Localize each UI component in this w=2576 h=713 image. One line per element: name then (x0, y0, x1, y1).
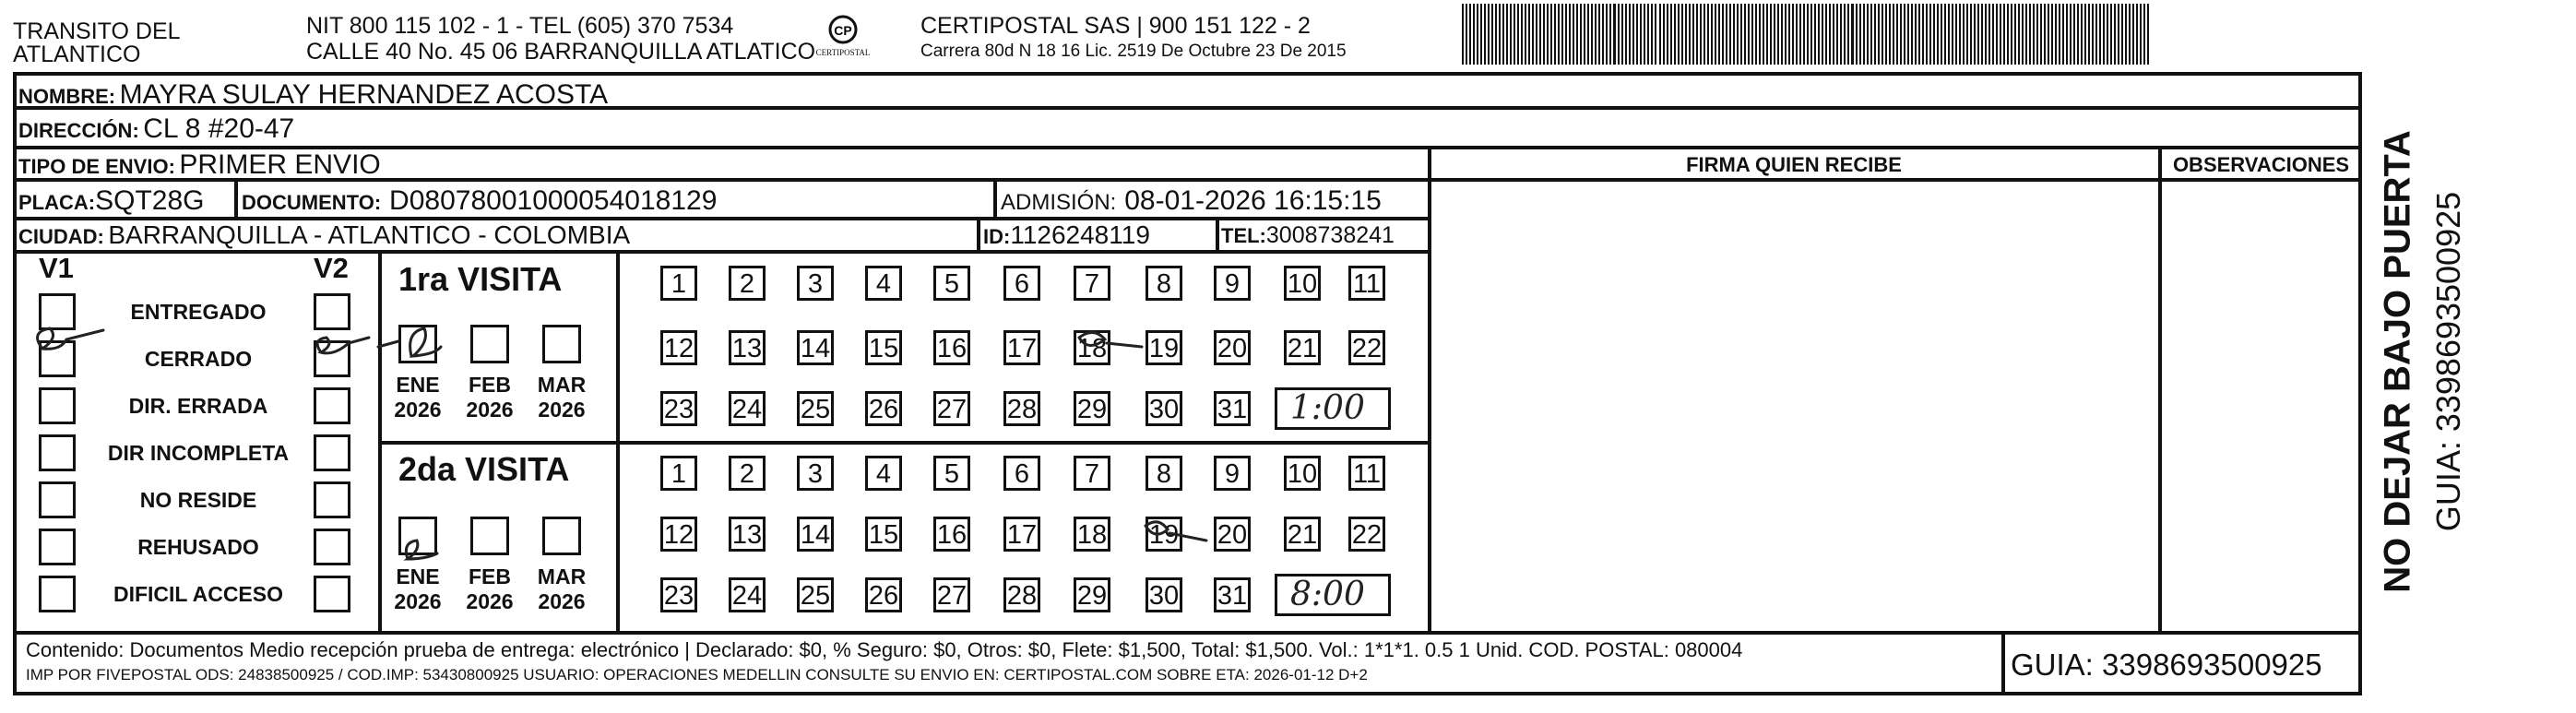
day-checkbox[interactable]: 28 (1003, 577, 1040, 612)
day-checkbox[interactable]: 5 (933, 456, 970, 491)
day-checkbox[interactable]: 7 (1074, 456, 1110, 491)
day-checkbox[interactable]: 17 (1003, 330, 1040, 365)
status-label: DIFICIL ACCESO (113, 582, 283, 606)
admision-label: ADMISIÓN: 08-01-2026 16:15:15 (1001, 185, 1382, 216)
tel-value: 3008738241 (1265, 222, 1395, 248)
day-checkbox[interactable]: 8 (1146, 456, 1182, 491)
status-label: DIR INCOMPLETA (107, 441, 290, 465)
day-checkbox[interactable]: 4 (865, 266, 902, 301)
day-checkbox[interactable]: 15 (865, 330, 902, 365)
direccion-label: DIRECCIÓN: CL 8 #20-47 (18, 113, 295, 144)
status-label: REHUSADO (137, 535, 259, 559)
direccion-value: CL 8 #20-47 (143, 113, 295, 144)
day-checkbox[interactable]: 18 (1074, 330, 1110, 365)
day-checkbox[interactable]: 1 (660, 456, 697, 491)
svg-text:CP: CP (834, 23, 852, 38)
month-label: ENE 2026 (394, 373, 442, 422)
day-checkbox[interactable]: 15 (865, 517, 902, 552)
day-checkbox[interactable]: 24 (729, 391, 766, 426)
nit-line: NIT 800 115 102 - 1 - TEL (605) 370 7534 (306, 13, 734, 39)
month-label: FEB 2026 (466, 564, 514, 613)
tel-label: TEL:3008738241 (1221, 222, 1395, 248)
contenido-line: Contenido: Documentos Medio recepción prueba de entrega: electrónico | Declarado: $0, % Seguro: $0, Otros: $0, Flete: $1,500, Total: $1,500. Vol.: 1*1*1. 0.5 1 Unid. COD. POSTAL: 080004 (26, 638, 1743, 661)
day-checkbox[interactable]: 14 (797, 517, 834, 552)
day-checkbox[interactable]: 9 (1214, 266, 1251, 301)
day-checkbox[interactable]: 20 (1214, 517, 1251, 552)
org-name-line2: ATLANTICO (13, 42, 141, 67)
day-checkbox[interactable]: 30 (1146, 577, 1182, 612)
day-checkbox[interactable]: 23 (660, 577, 697, 612)
day-checkbox[interactable]: 9 (1214, 456, 1251, 491)
nombre-label: NOMBRE: MAYRA SULAY HERNANDEZ ACOSTA (18, 79, 609, 110)
status-label: CERRADO (144, 347, 253, 371)
month-label: MAR 2026 (537, 373, 587, 422)
status-label: ENTREGADO (130, 300, 267, 324)
observaciones-label: OBSERVACIONES (2172, 153, 2350, 176)
day-checkbox[interactable]: 11 (1348, 266, 1385, 301)
day-checkbox[interactable]: 25 (797, 577, 834, 612)
month-label: FEB 2026 (466, 373, 514, 422)
v2-label: V2 (314, 252, 349, 284)
documento-value: D08078001000054018129 (389, 185, 718, 216)
tipo-envio-label: TIPO DE ENVIO: PRIMER ENVIO (18, 149, 381, 180)
day-checkbox[interactable]: 2 (729, 266, 766, 301)
day-checkbox[interactable]: 11 (1348, 456, 1385, 491)
nombre-value: MAYRA SULAY HERNANDEZ ACOSTA (119, 79, 609, 110)
day-checkbox[interactable]: 17 (1003, 517, 1040, 552)
day-checkbox[interactable]: 22 (1348, 517, 1385, 552)
day-checkbox[interactable]: 18 (1074, 517, 1110, 552)
month-label: ENE 2026 (394, 564, 442, 613)
day-checkbox[interactable]: 1 (660, 266, 697, 301)
day-checkbox[interactable]: 28 (1003, 391, 1040, 426)
day-checkbox[interactable]: 16 (933, 330, 970, 365)
day-checkbox[interactable]: 30 (1146, 391, 1182, 426)
month-label: MAR 2026 (537, 564, 587, 613)
day-checkbox[interactable]: 3 (797, 456, 834, 491)
day-checkbox[interactable]: 23 (660, 391, 697, 426)
day-checkbox[interactable]: 21 (1284, 330, 1321, 365)
day-checkbox[interactable]: 29 (1074, 577, 1110, 612)
day-checkbox[interactable]: 13 (729, 330, 766, 365)
day-checkbox[interactable]: 21 (1284, 517, 1321, 552)
day-checkbox[interactable]: 12 (660, 517, 697, 552)
placa-value: SQT28G (95, 185, 205, 216)
day-checkbox[interactable]: 13 (729, 517, 766, 552)
day-checkbox[interactable]: 10 (1284, 266, 1321, 301)
day-checkbox[interactable]: 27 (933, 391, 970, 426)
day-checkbox[interactable]: 22 (1348, 330, 1385, 365)
side-guia: GUIA: 3398693500925 (2429, 191, 2467, 532)
certipostal-logo: CP CERTIPOSTAL (806, 13, 880, 65)
footer-guia: GUIA: 3398693500925 (2011, 648, 2322, 682)
day-checkbox[interactable]: 26 (865, 577, 902, 612)
id-label: ID:1126248119 (983, 220, 1150, 249)
day-checkbox[interactable]: 10 (1284, 456, 1321, 491)
day-checkbox[interactable]: 27 (933, 577, 970, 612)
day-checkbox[interactable]: 6 (1003, 456, 1040, 491)
day-checkbox[interactable]: 2 (729, 456, 766, 491)
day-checkbox[interactable]: 3 (797, 266, 834, 301)
day-checkbox[interactable]: 26 (865, 391, 902, 426)
visit2-title: 2da VISITA (398, 450, 570, 488)
day-checkbox[interactable]: 24 (729, 577, 766, 612)
day-checkbox[interactable]: 31 (1214, 577, 1251, 612)
day-checkbox[interactable]: 31 (1214, 391, 1251, 426)
v1-label: V1 (39, 252, 74, 284)
day-checkbox[interactable]: 19 (1146, 517, 1182, 552)
status-label: NO RESIDE (139, 488, 257, 512)
ciudad-value: BARRANQUILLA - ATLANTICO - COLOMBIA (108, 220, 631, 249)
imp-line: IMP POR FIVEPOSTAL ODS: 24838500925 / COD.IMP: 53430800925 USUARIO: OPERACIONES MEDELLIN CONSULTE SU ENVIO EN: CERTIPOSTAL.COM SOBRE ETA: 2026-01-12 D+2 (26, 666, 1368, 683)
tipo-envio-value: PRIMER ENVIO (179, 149, 381, 180)
day-checkbox[interactable]: 5 (933, 266, 970, 301)
license-line: Carrera 80d N 18 16 Lic. 2519 De Octubre 23 De 2015 (920, 42, 1347, 61)
admision-value: 08-01-2026 16:15:15 (1124, 185, 1382, 216)
handwritten-time: 8:00 (1290, 576, 1365, 613)
day-checkbox[interactable]: 29 (1074, 391, 1110, 426)
address-line: CALLE 40 No. 45 06 BARRANQUILLA ATLATICO (306, 39, 816, 65)
day-checkbox[interactable]: 20 (1214, 330, 1251, 365)
visit1-title: 1ra VISITA (398, 260, 563, 298)
status-label: DIR. ERRADA (128, 394, 268, 418)
no-dejar-warning: NO DEJAR BAJO PUERTA (2377, 130, 2418, 593)
ciudad-label: CIUDAD: BARRANQUILLA - ATLANTICO - COLOMBIA (18, 220, 631, 249)
documento-label: DOCUMENTO: D08078001000054018129 (242, 185, 718, 216)
day-checkbox[interactable]: 7 (1074, 266, 1110, 301)
day-checkbox[interactable]: 19 (1146, 330, 1182, 365)
day-checkbox[interactable]: 14 (797, 330, 834, 365)
day-checkbox[interactable]: 6 (1003, 266, 1040, 301)
org-name-line1: TRANSITO DEL (13, 18, 181, 44)
day-checkbox[interactable]: 25 (797, 391, 834, 426)
day-checkbox[interactable]: 4 (865, 456, 902, 491)
firma-label: FIRMA QUIEN RECIBE (1686, 153, 1902, 176)
id-value: 1126248119 (1010, 220, 1150, 249)
day-checkbox[interactable]: 16 (933, 517, 970, 552)
company-line: CERTIPOSTAL SAS | 900 151 122 - 2 (920, 13, 1311, 39)
day-checkbox[interactable]: 12 (660, 330, 697, 365)
handwritten-time: 1:00 (1290, 389, 1365, 427)
day-checkbox[interactable]: 8 (1146, 266, 1182, 301)
placa-label: PLACA:SQT28G (18, 185, 205, 216)
